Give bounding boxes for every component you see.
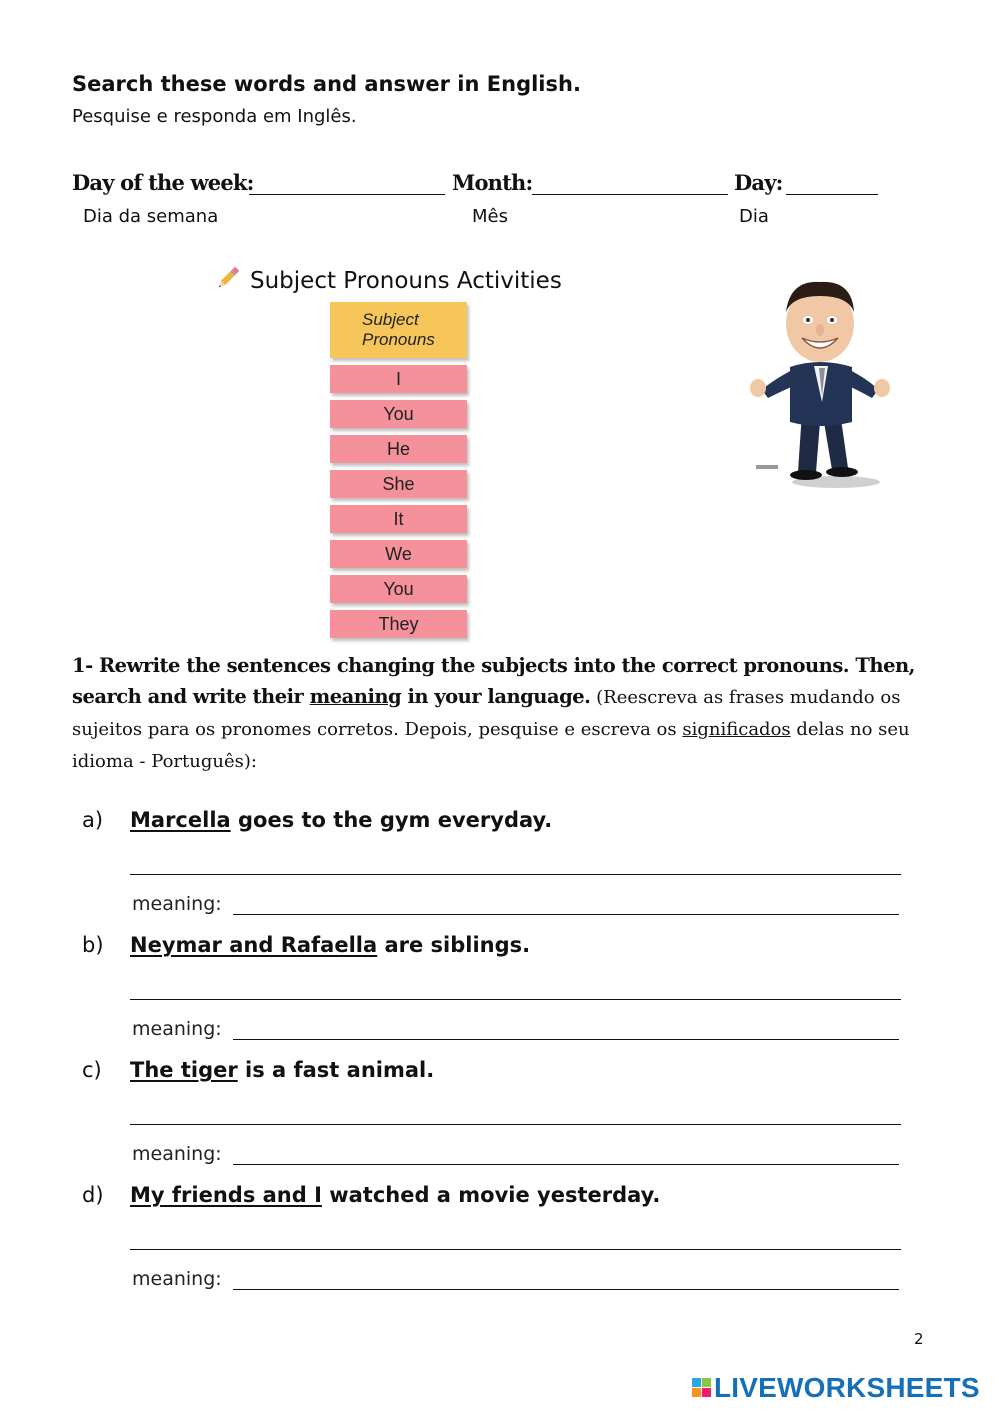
meaning-field[interactable] [233,1289,899,1290]
page-number: 2 [914,1330,924,1348]
question-rest: watched a movie yesterday. [321,1183,661,1207]
pronoun-cell: He [330,435,467,463]
meaning-label: meaning: [132,1143,222,1165]
question-subject: Marcella [130,808,231,832]
answer-field[interactable] [130,874,901,875]
day-of-week-field[interactable] [249,194,445,195]
instruction-underlined: meaning [309,685,402,708]
question-sentence [130,933,530,957]
meaning-field[interactable] [233,914,899,915]
meaning-field[interactable] [233,1164,899,1165]
question-rest: is a fast animal. [237,1058,435,1082]
caricature-illustration [740,272,896,492]
month-hint: Mês [472,206,508,227]
question-letter: a) [82,808,104,832]
day-field[interactable] [786,194,878,195]
day-label: Day: [734,170,783,195]
meaning-label: meaning: [132,893,222,915]
activities-title: Subject Pronouns Activities [250,268,562,294]
pronoun-header-line2: Pronouns [362,330,435,349]
pronoun-cell: I [330,365,467,393]
question-sentence [130,1183,660,1207]
meaning-label: meaning: [132,1268,222,1290]
question-letter: b) [82,933,104,957]
instruction-paragraph [72,650,932,777]
activities-heading [214,264,562,294]
pronoun-table-header [330,302,467,358]
instruction-translation: (Reescreva as frases mudando os sujeitos para os pronomes corretos. Depois, pesquise e escreva os [72,687,901,740]
question-subject: The tiger [130,1058,238,1082]
instruction-text: 1- Rewrite the sentences changing the subjects into the correct pronouns. Then, search and write their [72,654,915,708]
liveworksheets-name: LIVEWORKSHEETS [714,1372,980,1403]
pencil-icon [214,264,242,292]
question-rest: goes to the gym everyday. [230,808,553,832]
liveworksheets-icon [692,1377,712,1399]
instruction-translation-end: delas no seu idioma - Português): [72,719,910,772]
month-label: Month: [452,170,533,195]
pronoun-cell: We [330,540,467,568]
instruction-translation-underlined: significados [682,719,791,740]
pronoun-cell: They [330,610,467,638]
page-title: Search these words and answer in English. [72,72,581,96]
meaning-field[interactable] [233,1039,899,1040]
meaning-label: meaning: [132,1018,222,1040]
month-field[interactable] [532,194,728,195]
question-subject: Neymar and Rafaella [130,933,378,957]
day-of-week-label: Day of the week: [72,170,254,195]
day-hint: Dia [739,206,769,227]
question-rest: are siblings. [377,933,531,957]
pronoun-header-line1: Subject [362,310,419,329]
answer-field[interactable] [130,999,901,1000]
question-sentence [130,808,552,832]
pronoun-cell: You [330,575,467,603]
pronoun-cell: You [330,400,467,428]
instruction-text-end: in your language. [401,685,591,708]
answer-field[interactable] [130,1124,901,1125]
pronoun-cell: She [330,470,467,498]
day-of-week-hint: Dia da semana [83,206,219,227]
question-letter: d) [82,1183,104,1207]
question-sentence [130,1058,434,1082]
page-subtitle: Pesquise e responda em Inglês. [72,106,357,127]
pronoun-cell: It [330,505,467,533]
question-subject: My friends and I [130,1183,322,1207]
answer-field[interactable] [130,1249,901,1250]
question-letter: c) [82,1058,102,1082]
liveworksheets-logo [692,1373,980,1403]
